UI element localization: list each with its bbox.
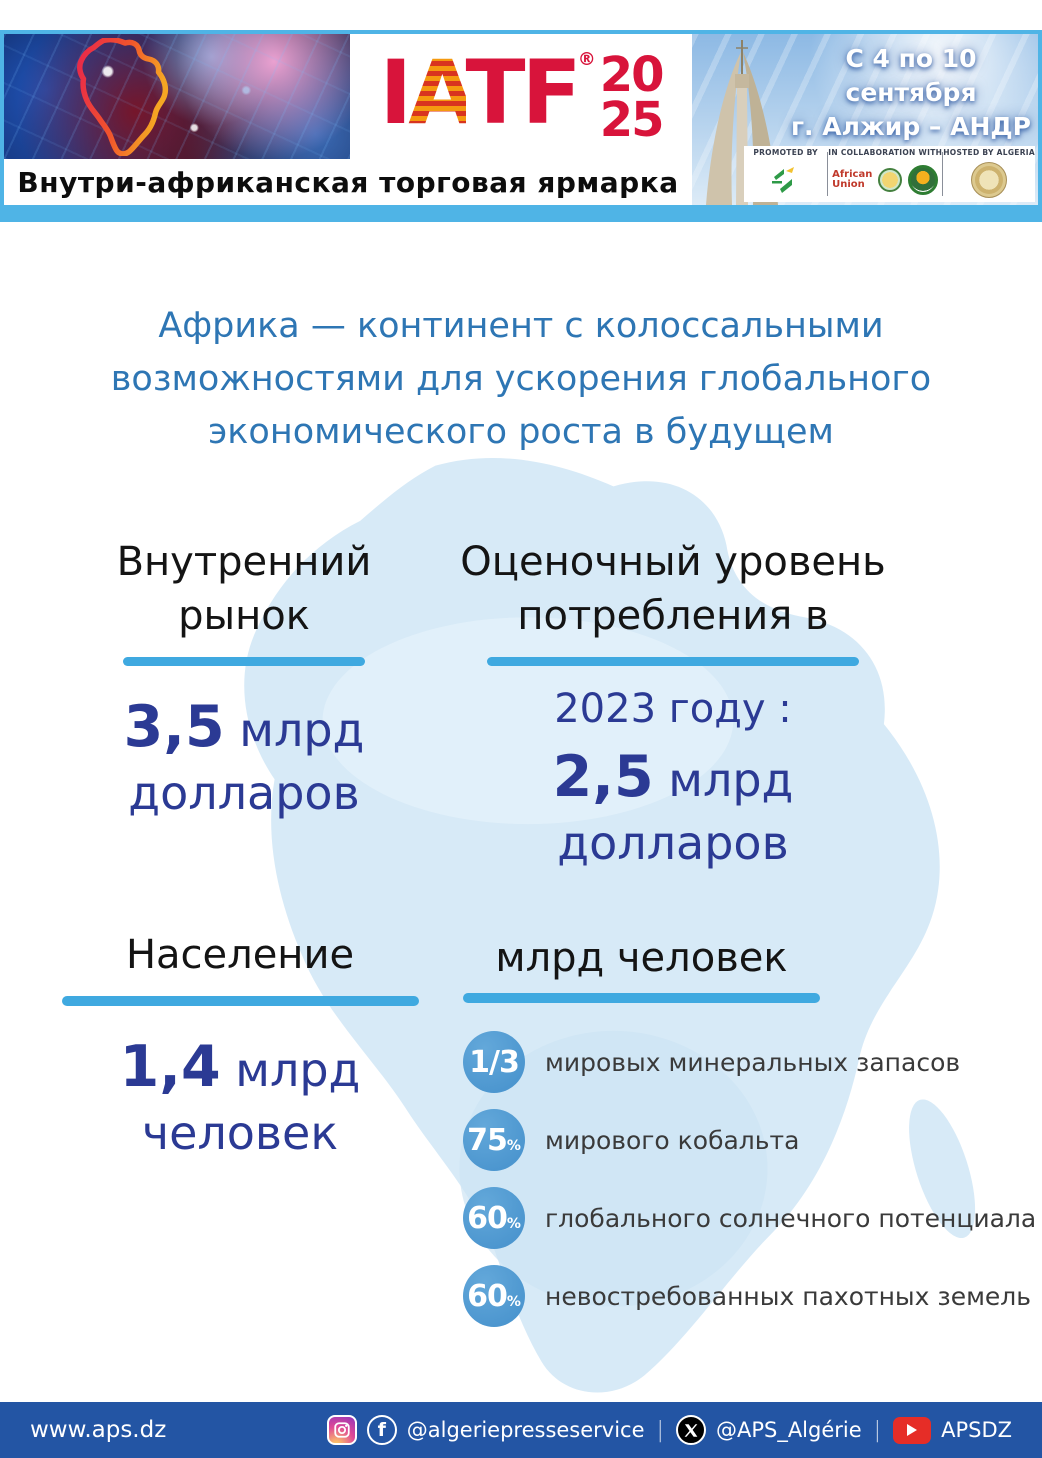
badge-value: 75 (467, 1122, 507, 1158)
x-handle[interactable]: @APS_Algérie (715, 1418, 862, 1442)
website-link[interactable]: www.aps.dz (30, 1417, 167, 1443)
facts-list (463, 1031, 1037, 1327)
underline-accent (487, 657, 859, 666)
footer-bar (0, 1402, 1042, 1458)
badge-value: 1/3 (469, 1044, 519, 1080)
iatf-year: 20 25 (599, 47, 663, 148)
stat-value-block (75, 1030, 405, 1164)
header-top-row (4, 34, 692, 159)
badge-value: 60 (467, 1278, 507, 1314)
badge-value: 60 (467, 1200, 507, 1236)
header-accent-strip (0, 205, 1042, 222)
stat-value-block (508, 740, 838, 874)
fact-label: мировых минеральных запасов (545, 1047, 961, 1077)
partner-logos-bar (744, 146, 1035, 202)
header-event-panel (692, 34, 1038, 205)
fact-row (463, 1109, 1019, 1171)
partner-collaboration (828, 146, 942, 202)
stat-heading: Внутренний рынок (116, 539, 372, 639)
badge-suffix: % (506, 1294, 521, 1310)
badge-suffix: % (506, 1138, 521, 1154)
african-union-globe-icon (878, 168, 902, 192)
stat-unit: млрд долларов (128, 703, 365, 821)
partner-promoted-by (744, 146, 827, 202)
stat-year-line: 2023 году : (554, 686, 792, 732)
fact-row (463, 1031, 1019, 1093)
stat-badge (463, 1265, 525, 1327)
banner-title: Внутри-африканская торговая ярмарка (17, 165, 679, 199)
stat-heading: Оценочный уровень потребления в (460, 539, 886, 639)
africa-outline-icon (62, 38, 172, 156)
algeria-seal-logo (971, 162, 1007, 198)
underline-accent (463, 993, 820, 1003)
social-links (327, 1415, 1012, 1445)
meta-handle[interactable]: @algeriepresseservice (406, 1418, 645, 1442)
stat-domestic-market (58, 535, 430, 824)
promoted-by-label: PROMOTED BY (753, 148, 818, 157)
stat-heading: Население (125, 932, 355, 978)
stat-value: 1,4 (119, 1034, 221, 1100)
youtube-handle[interactable]: APSDZ (941, 1418, 1012, 1442)
hosted-by-label: HOSTED BY ALGERIA (943, 148, 1035, 157)
page-title: Африка — континент с колоссальными возможностями для ускорения глобального экономического роста в будущем (110, 306, 932, 453)
youtube-icon[interactable] (893, 1417, 931, 1444)
badge-suffix: % (506, 1216, 521, 1232)
play-icon (907, 1424, 917, 1436)
iatf-striped-a: A (408, 41, 466, 145)
collaboration-label: IN COLLABORATION WITH (828, 148, 943, 157)
stat-value: 3,5 (123, 694, 225, 760)
instagram-icon[interactable] (327, 1415, 357, 1445)
x-twitter-icon[interactable] (676, 1415, 706, 1445)
separator: | (873, 1417, 882, 1443)
stat-population (50, 928, 430, 1164)
header-banner (0, 30, 1042, 205)
facebook-icon[interactable]: f (367, 1415, 397, 1445)
facts-heading: млрд человек (495, 935, 788, 981)
iatf-logo-text: IATF (379, 41, 578, 145)
iatf-logo (350, 34, 692, 159)
african-union-logo: African Union (832, 168, 873, 190)
stat-badge (463, 1109, 525, 1171)
fact-label: невостребованных пахотных земель (545, 1281, 1032, 1311)
stat-consumption-level (438, 535, 908, 874)
fact-row (463, 1265, 1032, 1327)
iatf-logo-lockup (379, 41, 663, 148)
underline-accent (62, 996, 419, 1006)
stat-value-block (79, 690, 409, 824)
registered-mark: ® (577, 49, 596, 71)
stat-badge (463, 1031, 525, 1093)
fact-label: мирового кобальта (545, 1125, 800, 1155)
stat-badge (463, 1187, 525, 1249)
facts-section (463, 935, 1037, 1343)
stat-unit: млрд долларов (557, 753, 794, 871)
separator: | (656, 1417, 664, 1443)
event-dates-line2: сентября (845, 77, 977, 107)
fact-label: глобального солнечного потенциала (545, 1203, 1037, 1233)
banner-title-row (4, 159, 692, 205)
fact-row (463, 1187, 1037, 1249)
afreximbank-logo (768, 165, 804, 195)
stat-unit: млрд человек (141, 1043, 361, 1161)
event-location: г. Алжир – АНДР (791, 111, 1031, 141)
underline-accent (123, 657, 365, 666)
afcfta-logo (908, 165, 938, 195)
africa-tech-collage-image (4, 34, 350, 159)
event-dates (788, 42, 1034, 143)
header-left (4, 34, 692, 205)
stat-value: 2,5 (552, 744, 654, 810)
partner-hosted-by (943, 146, 1035, 202)
event-dates-line1: С 4 по 10 (845, 44, 977, 73)
